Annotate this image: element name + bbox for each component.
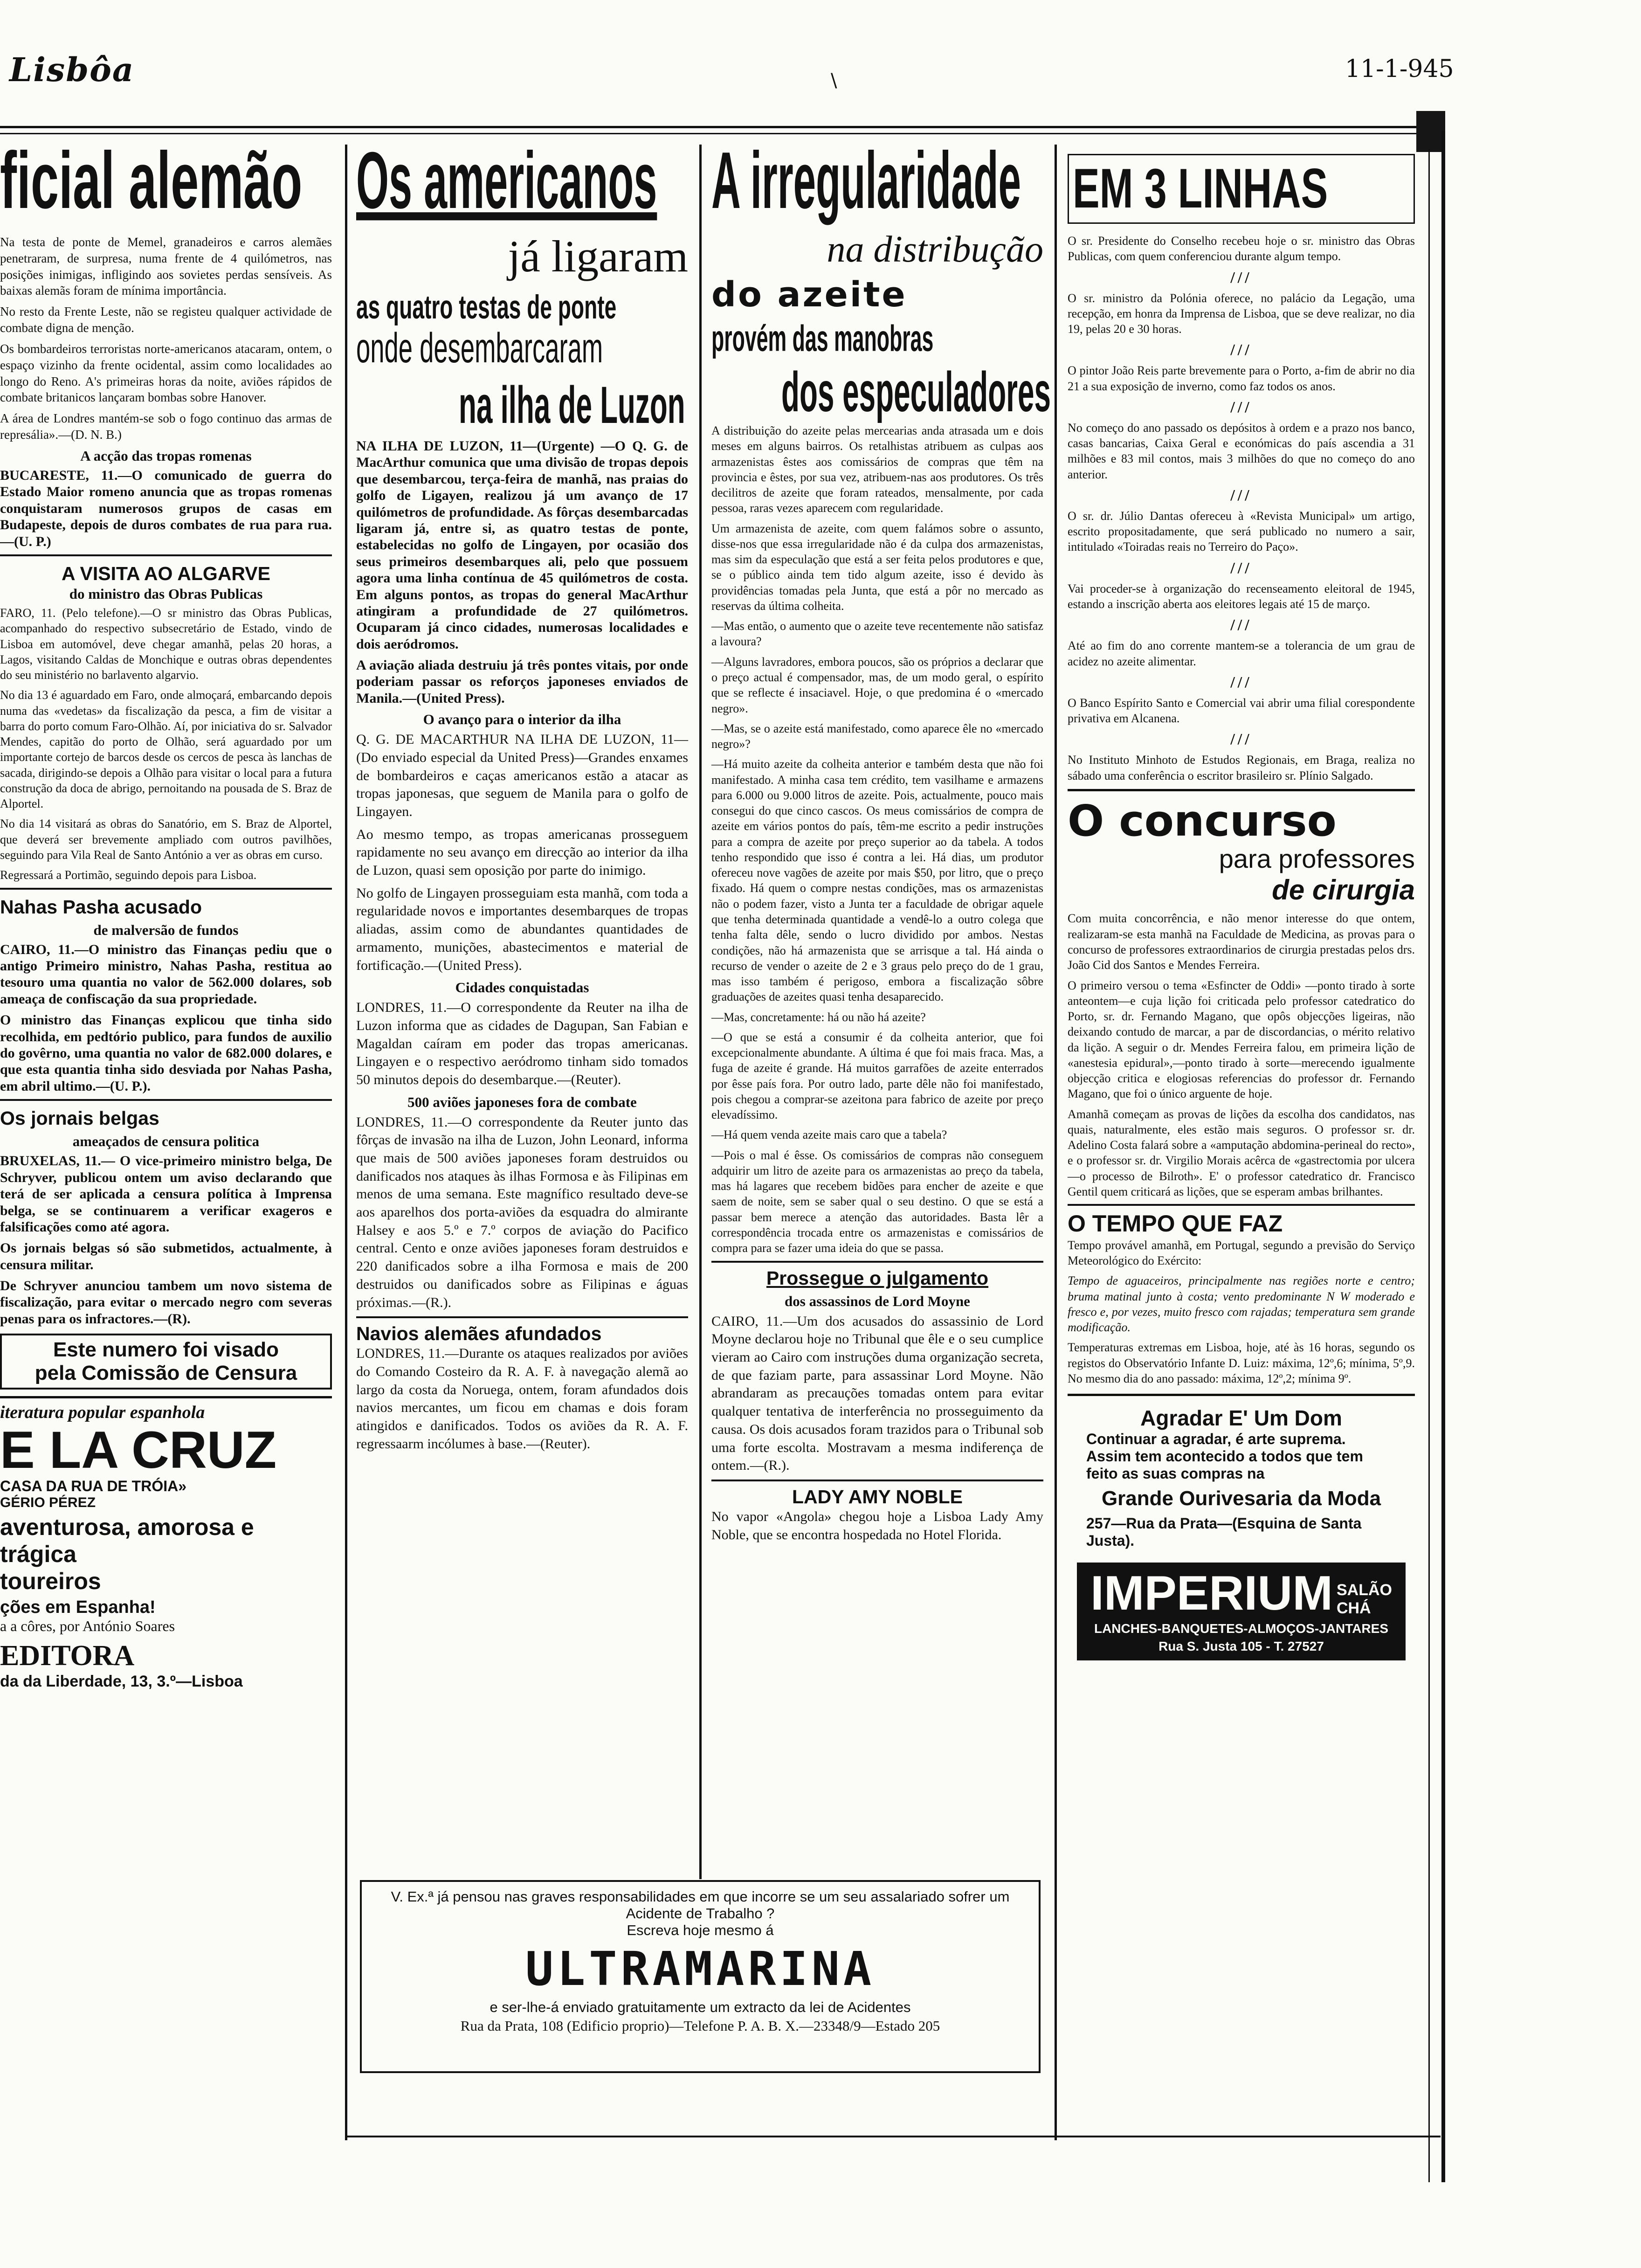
- ourivesaria-line-1: Continuar a agradar, é arte suprema.: [1086, 1431, 1346, 1448]
- column-1: [0, 135, 332, 1691]
- rule: [0, 1396, 332, 1398]
- ad-line-5: aventurosa, amorosa e trágica: [0, 1514, 254, 1567]
- alemao-paragraph-2: No resto da Frente Leste, não se registeu qualquer actividade de combate digna de menção.: [0, 304, 332, 335]
- imperium-advert: [1077, 1563, 1406, 1660]
- ourivesaria-advert: [1068, 1404, 1415, 1551]
- em-3-linhas-list: [1068, 233, 1415, 783]
- rule: [0, 1099, 332, 1101]
- kicker-onde-desembarcaram: onde desembarcaram: [356, 325, 603, 371]
- alemao-paragraph-1: Na testa de ponte de Memel, granadeiros e carros alemães penetraram, de surpresa, numa frente de 4 quilómetros, nas posições inimigas, infligindo aos sovietes perdas sensíveis. As baixas alemãs foram de mínima importância.: [0, 235, 332, 298]
- concurso-kicker-1: para professores: [1219, 844, 1415, 874]
- rule: [711, 1261, 1043, 1263]
- bottom-rule: [345, 2136, 1441, 2137]
- column-3: [711, 135, 1051, 1549]
- ultramarina-name: ULTRAMARINA: [525, 1942, 876, 1996]
- imperium-cha: CHÁ: [1337, 1599, 1371, 1618]
- ad-line-4: GÉRIO PÉREZ: [0, 1494, 96, 1510]
- imperium-address: Rua S. Justa 105 - T. 27527: [1158, 1639, 1324, 1654]
- ad-line-6: toureiros: [0, 1568, 101, 1594]
- azeite-paragraph-2: Um armazenista de azeite, com quem falámos sobre o assunto, disse-nos que essa irregularidade não é da culpa dos armazenistas, mas sim da especulação que está a ser feita pelos produtores e que, se o público ainda tem tido algum azeite, isso é devido às providências tomadas pela Junta, que está a pôr no mercado as reservas da última colheita.: [711, 521, 1043, 613]
- azeite-paragraph-3: —Mas então, o aumento que o azeite teve recentemente não satisfaz a lavoura?: [711, 619, 1043, 649]
- separator: ///: [1230, 341, 1252, 359]
- concurso-paragraph-1: Com muita concorrência, e não menor interesse do que ontem, realizaram-se esta manhã na Faculdade de Medicina, as provas para o concurso de professores extraordinarios de cirurgia prestadas pelos drs. João Cid dos Santos e Mendes Ferreira.: [1068, 912, 1415, 972]
- concurso-heading: O concurso: [1068, 795, 1337, 846]
- right-edge-rule: [1441, 131, 1445, 2182]
- kicker-ja-ligaram: já ligaram: [508, 231, 688, 281]
- column-4: [1068, 154, 1415, 1660]
- right-edge-rule-inner: [1428, 149, 1430, 2182]
- kicker-provem: provém das manobras: [711, 318, 934, 360]
- news-item-2: O sr. ministro da Polónia oferece, no palácio da Legação, uma recepção, em honra da Imprensa de Lisboa, que se deve realizar, no dia 19, pelas 20 e 30 horas.: [1068, 291, 1415, 336]
- avanco-paragraph-2: Ao mesmo tempo, as tropas americanas prosseguem rapidamente no seu avanço em direcção ao interior da ilha de Luzon, quasi sem oposição por parte do inimigo.: [356, 826, 688, 878]
- separator: ///: [1230, 673, 1252, 691]
- ourivesaria-heading: Agradar E' Um Dom: [1140, 1406, 1342, 1431]
- ad-line-10: da da Liberdade, 13, 3.º—Lisboa: [0, 1672, 243, 1690]
- rule: [711, 1480, 1043, 1481]
- separator: ///: [1230, 269, 1252, 286]
- news-item-6: Vai proceder-se à organização do recenseamento eleitoral de 1945, estando a inscrição aberta aos eleitores legais até 15 de março.: [1068, 581, 1415, 611]
- rule: [356, 1316, 688, 1318]
- navios-text: LONDRES, 11.—Durante os ataques realizados por aviões do Comando Costeiro da R. A. F. à navegação alemã ao largo da costa da Noruega, ontem, foram afundados dois navios mercantes, um ficou em chamas e dois foram atingidos e danificados. Todos os aviões da R. A. F. regressaarm incólumes à base.—(Reuter).: [356, 1346, 688, 1452]
- avioes-heading: 500 aviões japoneses fora de combate: [407, 1093, 637, 1110]
- tempo-paragraph-3: Temperaturas extremas em Lisboa, hoje, até às 16 horas, segundo os registos do Observatório Infante D. Luiz: máxima, 12º,6; mínima, 5º,9. No mesmo dia do ano passado: máxima, 12º,2; mínima 9º.: [1068, 1341, 1415, 1385]
- alemao-paragraph-3: Os bombardeiros terroristas norte-americanos atacaram, ontem, o espaço vizinho da frente ocidental, assim como localidades ao longo do Reno. A's primeiras horas da noite, aviões rápidos de combate britanicos lançaram bombas sobre Hanover.: [0, 341, 332, 405]
- navios-heading: Navios alemães afundados: [356, 1323, 602, 1345]
- news-item-3: O pintor João Reis parte brevemente para o Porto, a-fim de abrir no dia 21 a sua exposição de inverno, como faz todos os anos.: [1068, 364, 1415, 393]
- belgas-text: BRUXELAS, 11.— O vice-primeiro ministro belga, De Schryver, publicou ontem um aviso declarando que terá de ser aplicada a censura política à Imprensa belga, se se continuarem a verificar exageros e falsificações como até agora.: [0, 1153, 332, 1235]
- nahas-heading: Nahas Pasha acusado: [0, 896, 202, 918]
- belgas-text-3: De Schryver anunciou tambem um novo sistema de fiscalização, para evitar o mercado negro com severas penas para os infractores.—(R).: [0, 1278, 332, 1327]
- column-divider-2: [699, 145, 702, 1879]
- ad-line-8: a a côres, por António Soares: [0, 1617, 175, 1634]
- imperium-salao: SALÃO: [1337, 1581, 1392, 1599]
- belgas-subheading: ameaçados de censura politica: [72, 1133, 260, 1150]
- ad-line-3: CASA DA RUA DE TRÓIA»: [0, 1477, 187, 1494]
- kicker-distribucao: na distribução: [827, 229, 1043, 270]
- azeite-paragraph-6: —Há muito azeite da colheita anterior e também desta que não foi manifestado. A minha casa tem crédito, tem vasilhame e armazens para 6.000 ou 9.000 litros de azeite. Pois, actualmente, pouco mais consegui do que cinco cascos. Os meus comissários de compra de azeite em vários pontos do país, têm-me escrito a pedir instruções para a compra de azeite por preço superior ao da tabela. A todos tenho respondido que isso é contra a lei. Há dias, um produtor ofereceu nove vagões de azeite por mais $50, por litro, que o preço fixado. Há quem o compre nestas condições, mas os armazenistas não o podem fazer, visto a Junta ter a faculdade de obrigar aquele que tenha determinada quantidade a vendê-lo a outro colega que tenha falta dêle, sendo o lucro dividido por ambos. Nestas condições, não há armazenista que se arrisque a tal. Há ainda o recurso de vender o azeite de 2 e 3 graus pelo preço do de 1 grau, mas isso também é perigoso, embora a fiscalização sôbre graduações de azeites quasi tenha desaparecido.: [711, 757, 1043, 1004]
- belgas-text-2: Os jornais belgas só são submetidos, actualmente, à censura militar.: [0, 1240, 332, 1272]
- ultramarina-line-1: V. Ex.ª já pensou nas graves responsabilidades em que incorre se um seu assalariado sofrer um Acidente de Trabalho ?: [391, 1888, 1010, 1922]
- ultramarina-advert: [360, 1880, 1041, 2073]
- moyne-subheading: dos assassinos de Lord Moyne: [785, 1293, 970, 1309]
- column-divider-1: [345, 145, 347, 2140]
- avanco-paragraph-1: Q. G. DE MACARTHUR NA ILHA DE LUZON, 11—(Do enviado especial da United Press)—Grandes enxames de bombardeiros e caças americanos estão a atacar as tropas japonesas, que seguem de Manila para o golfo de Lingayen.: [356, 732, 688, 819]
- ultramarina-line-4: Rua da Prata, 108 (Edificio proprio)—Telefone P. A. B. X.—23348/9—Estado 205: [460, 2018, 940, 2034]
- tempo-paragraph-2: Tempo de aguaceiros, principalmente nas regiões norte e centro; bruma matinal junto à costa; vento predominante N W moderado e fresco e, por vezes, muito fresco com rajadas; temperatura sem grande modificação.: [1068, 1274, 1415, 1335]
- column-divider-3: [1055, 145, 1057, 2140]
- algarve-subheading: do ministro das Obras Publicas: [69, 586, 263, 602]
- newspaper-name: Lisbôa: [9, 50, 135, 89]
- censorship-line-2: pela Comissão de Censura: [34, 1362, 297, 1385]
- news-item-1: O sr. Presidente do Conselho recebeu hoje o sr. ministro das Obras Publicas, com quem conferenciou durante algum tempo.: [1068, 234, 1415, 263]
- luzon-lead-2: A aviação aliada destruiu já três pontes vitais, por onde poderiam passar os reforços japoneses enviados de Manila.—(United Press).: [356, 657, 688, 706]
- tempo-heading: O TEMPO QUE FAZ: [1068, 1210, 1283, 1237]
- book-advertisement: [0, 1402, 332, 1691]
- rule: [1068, 1204, 1415, 1206]
- romenas-text: BUCARESTE, 11.—O comunicado de guerra do Estado Maior romeno anuncia que as tropas romenas conquistaram numerosos grupos de casas em Budapeste, depois de duros combates de rua para rua.—(U. P.): [0, 467, 332, 549]
- rule: [1068, 1394, 1415, 1396]
- headline-os-americanos: Os americanos: [356, 135, 657, 225]
- nahas-subheading: de malversão de fundos: [93, 921, 239, 938]
- concurso-paragraph-2: O primeiro versou o tema «Esfincter de Oddi» —ponto tirado à sorte anteontem—e cuja lição foi criticada pelo professor catedratico do Porto, sr. dr. Fernando Magano, que opôs objecções ligeiras, não deixando contudo de marcar, a par de discordancias, o mérito relativo da lição. A seguir o dr. Mendes Ferreira falou, em primeira lição de «anestesia epidural»,—ponto tirado à sorte—merecendo igualmente objecção critica e elogiosas referencias do professor dr. Fernando Magano, que foi o único arguente de hoje.: [1068, 978, 1415, 1101]
- azeite-paragraph-9: —Há quem venda azeite mais caro que a tabela?: [711, 1128, 947, 1142]
- news-item-7: Até ao fim do ano corrente mantem-se a tolerancia de um grau de acidez no azeite alimentar.: [1068, 639, 1415, 668]
- news-item-4: No começo do ano passado os depósitos à ordem e a prazo nos banco, casas bancarias, Caixa Geral e económicas do país ascendia a 31 milhões e 83 mil contos, mais 3 milhões do que no começo do ano anterior.: [1068, 421, 1415, 481]
- separator: ///: [1230, 559, 1252, 577]
- em-3-linhas-box: [1068, 154, 1415, 224]
- separator: ///: [1230, 486, 1252, 504]
- ultramarina-line-2: Escreva hoje mesmo á: [627, 1922, 774, 1938]
- ad-line-2: E LA CRUZ: [0, 1421, 277, 1480]
- moyne-heading: Prossegue o julgamento: [766, 1267, 989, 1289]
- em-3-linhas-title: EM 3 LINHAS: [1073, 157, 1328, 220]
- algarve-paragraph-3: No dia 14 visitará as obras do Sanatório, em S. Braz de Alportel, que deverá ser brevemente ampliado com outros pavilhões, seguindo para Vila Real de Santo António a ver as obras em curso.: [0, 817, 332, 862]
- cidades-heading: Cidades conquistadas: [455, 979, 589, 996]
- news-item-9: No Instituto Minhoto de Estudos Regionais, em Braga, realiza no sábado uma conferência o escritor brasileiro sr. Plínio Salgado.: [1068, 753, 1415, 782]
- kicker-quatro-testas: as quatro testas de ponte: [356, 288, 617, 326]
- alemao-paragraph-4: A área de Londres mantém-se sob o fogo continuo das armas de represália».—(D. N. B.): [0, 411, 332, 442]
- kicker-do-azeite: do azeite: [711, 275, 907, 315]
- kicker-especuladores: dos especuladores: [781, 360, 1051, 424]
- avioes-text: LONDRES, 11.—O correspondente da Reuter junto das fôrças de invasão na ilha de Luzon, John Leonard, informa que mais de 500 aviões japoneses foram destruidos ou danificados nos ataques às ilhas Formosa e às Filipinas em menos de uma semana. Este magnífico resultado deve-se aos aparelhos dos porta-aviões da esquadra do almirante Halsey e aos 5.º e 7.º corpos de aviação do Pacifico central. Cento e onze aviões japoneses foram destruidos e 220 danificados sobre a ilha Formosa e mais de 200 destruidos ou danificados sobre as Filipinas e águas próximas.—(R.).: [356, 1114, 688, 1310]
- algarve-paragraph-4: Regressará a Portimão, seguindo depois para Lisboa.: [0, 868, 257, 882]
- stray-mark: \: [831, 70, 837, 91]
- ad-line-9: EDITORA: [0, 1639, 135, 1672]
- algarve-paragraph-1: FARO, 11. (Pelo telefone).—O sr ministro das Obras Publicas, acompanhado do respectivo subsecretário de Estado, vindo de Lisboa em automóvel, deve chegar amanhã, pelas 20 horas, a Lagos, visitando Caldas de Monchique e outras obras dependentes do seu ministério no barlavento algarvio.: [0, 606, 332, 682]
- amy-noble-text: No vapor «Angola» chegou hoje a Lisboa Lady Amy Noble, que se encontra hospedada no Hotel Florida.: [711, 1509, 1043, 1542]
- algarve-paragraph-2: No dia 13 é aguardado em Faro, onde almoçará, embarcando depois numa das «vedetas» da fiscalização da pesca, a fim de visitar a barra do porto comum Faro-Olhão. Aí, por iniciativa do sr. Salvador Mendes, capitão do porto de Olhão, será aguardado por um importante cortejo de barcos desde os cercos de pesca às lanchas de sacada, dirigindo-se depois a Olhão para visitar o local para a futura construção da doca de abrigo, pernoitando na pousada de S. Braz de Alportel.: [0, 688, 332, 811]
- column-2: [356, 135, 688, 1458]
- ourivesaria-line-4: 257—Rua da Prata—(Esquina de Santa Justa).: [1086, 1515, 1362, 1549]
- tempo-paragraph-1: Tempo provável amanhã, em Portugal, segundo a previsão do Serviço Meteorológico do Exército:: [1068, 1238, 1415, 1267]
- rule: [1068, 789, 1415, 791]
- romenas-heading: A acção das tropas romenas: [80, 447, 252, 464]
- ad-line-1: iteratura popular espanhola: [0, 1403, 205, 1423]
- nahas-text: CAIRO, 11.—O ministro das Finanças pediu que o antigo Primeiro ministro, Nahas Pasha, restitua ao tesouro uma quantia no valor de 562.000 dolares, sob ameaça de confiscação da sua propriedade.: [0, 941, 332, 1007]
- azeite-paragraph-4: —Alguns lavradores, embora poucos, são os próprios a declarar que o preço actual é compensador, mas, de um modo geral, o espírito que se reflecte é insaciavel. Hoje, o que predomina é o «mercado negro».: [711, 655, 1043, 715]
- ultramarina-line-3: e ser-lhe-á enviado gratuitamente um extracto da lei de Acidentes: [490, 1999, 911, 2015]
- corner-block: [1416, 111, 1445, 152]
- azeite-paragraph-7: —Mas, concretamente: há ou não há azeite?: [711, 1010, 926, 1024]
- rule: [0, 554, 332, 556]
- belgas-heading: Os jornais belgas: [0, 1107, 159, 1129]
- imperium-name: IMPERIUM: [1090, 1566, 1333, 1621]
- ourivesaria-line-2: Assim tem acontecido a todos que tem feito as suas compras na: [1086, 1448, 1363, 1482]
- concurso-kicker-2: de cirurgia: [1272, 874, 1415, 906]
- ad-line-7: ções em Espanha!: [0, 1597, 156, 1617]
- top-rule-2: [0, 133, 1441, 134]
- headline-oficial-alemao: ficial alemão: [0, 135, 303, 225]
- moyne-text: CAIRO, 11.—Um dos acusados do assassinio de Lord Moyne declarou hoje no Tribunal que êle e o seu cumplice vieram ao Cairo com instruções duma organização secreta, de que faziam parte, para assassinar Lord Moyne. Não abrandaram as precauções tomadas ontem para evitar qualquer tentativa de interferência no prosseguimento da causa. Os dois acusados foram trazidos para o Tribunal sob uma forte escolta. Mostravam a mesma indiferença de ontem.—(R.).: [711, 1313, 1043, 1473]
- news-item-5: O sr. dr. Júlio Dantas ofereceu à «Revista Municipal» um artigo, escrito propositadamente, que será publicado no numero a sair, intitulado «Toiradas reais no Terreiro do Paço».: [1068, 509, 1415, 554]
- separator: ///: [1230, 731, 1252, 748]
- amy-noble-heading: LADY AMY NOBLE: [792, 1486, 963, 1507]
- avanco-paragraph-3: No golfo de Lingayen prosseguiam esta manhã, com toda a regularidade novos e importantes desembarques de tropas aliadas, assim como de abundantes quantidades de armamento, munições, abastecimentos e material de fortificação.—(United Press).: [356, 885, 688, 973]
- azeite-paragraph-10: —Pois o mal é êsse. Os comissários de compras não conseguem adquirir um litro de azeite para os armazenistas ao preço da tabela, mas há lagares que recebem bidões para encher de azeite e que saem de noite, sem se saber qual o seu destino. O que se está a passar bem merece a atenção das autoridades. Basta lêr a correspondência trocada entre os armazenistas e comissários de compra para se fazer uma ideia do que se passa.: [711, 1148, 1043, 1255]
- concurso-paragraph-3: Amanhã começam as provas de lições da escolha dos candidatos, nas quais, naturalmente, eles estão mais seguros. O professor sr. dr. Adelino Costa falará sobre a «amputação abdomina-perineal do recto», e o professor sr. dr. Virgilio Morais acêrca de «gastrectomia por ulcera—o processo de Bilroth». E' o professor catedratico dr. Francisco Gentil quem criticará as lições, que se esperam ambas brilhantes.: [1068, 1107, 1415, 1198]
- ourivesaria-line-3: Grande Ourivesaria da Moda: [1101, 1487, 1381, 1510]
- avanco-heading: O avanço para o interior da ilha: [423, 711, 621, 728]
- luzon-lead: NA ILHA DE LUZON, 11—(Urgente) —O Q. G. de MacArthur comunica que uma divisão de tropas depois que desembarcou, terça-feira de manhã, nas praias do golfo de Ligayen, realizou já um avanço de 17 quilómetros de profundidade. As fôrças desembarcadas ligaram já, entre si, as quatro testas de ponte, estabelecidas no golfo de Lingayen, por ocasião dos seus primeiros desembarques ali, pelo que possuem agora uma linha contínua de 45 quilómetros de costa. Em alguns pontos, as tropas do general MacArthur atingiram a profundidade de 27 quilómetros. Ocuparam já cinco cidades, numerosas localidades e dois aeródromos.: [356, 438, 688, 652]
- azeite-paragraph-1: A distribuição do azeite pelas mercearias anda atrasada um e dois meses em alguns bairros. Os retalhistas atribuem as culpas aos armazenistas êstes aos comissários de compras que têm na provincia e êstes, por sua vez, atribuem-nas aos produtores. Os três decilitros de azeite que foram rateados, mensalmente, por cada pessoa, raras vezes aparecem com regularidade.: [711, 424, 1043, 515]
- headline-irregularidade: A irregularidade: [711, 135, 1021, 225]
- censorship-line-1: Este numero foi visado: [53, 1338, 279, 1362]
- kicker-ilha-luzon: na ilha de Luzon: [459, 376, 685, 435]
- cidades-text: LONDRES, 11.—O correspondente da Reuter na ilha de Luzon informa que as cidades de Dagupan, San Fabian e Magaldan caíram em poder das tropas americanas. Lingayen e o respectivo aeródromo tinham sido tomados 50 minutos depois do desembarque.—(Reuter).: [356, 1000, 688, 1087]
- top-rule: [0, 126, 1441, 128]
- news-item-8: O Banco Espírito Santo e Comercial vai abrir uma filial corespondente privativa em Alcanena.: [1068, 696, 1415, 726]
- separator: ///: [1230, 616, 1252, 634]
- separator: ///: [1230, 398, 1252, 416]
- nahas-text-2: O ministro das Finanças explicou que tinha sido recolhida, em pedtório publico, para fundos de auxilio do govêrno, uma quantia no valor de 682.000 dolares, e que esta quantia tinha sido desviada por Nahas Pasha, em abril ultimo.—(U. P.).: [0, 1012, 332, 1094]
- censorship-notice: [0, 1334, 332, 1390]
- azeite-paragraph-5: —Mas, se o azeite está manifestado, como aparece êle no «mercado negro»?: [711, 721, 1043, 751]
- rule: [0, 888, 332, 890]
- azeite-paragraph-8: —O que se está a consumir é da colheita anterior, que foi excepcionalmente abundante. A última é que foi mais fraca. Mas, a fuga de azeite é grande. Há muitos garrafões de azeite enterrados por êsse país fora. Por outro lado, parte dêle não foi manifestado, pois chegou a comprar-se azeitona para fabrico de azeite por preço elevadíssimo.: [711, 1030, 1043, 1122]
- issue-date: 11-1-945: [1345, 55, 1454, 83]
- algarve-heading: A VISITA AO ALGARVE: [62, 562, 270, 584]
- imperium-services: LANCHES-BANQUETES-ALMOÇOS-JANTARES: [1094, 1621, 1389, 1636]
